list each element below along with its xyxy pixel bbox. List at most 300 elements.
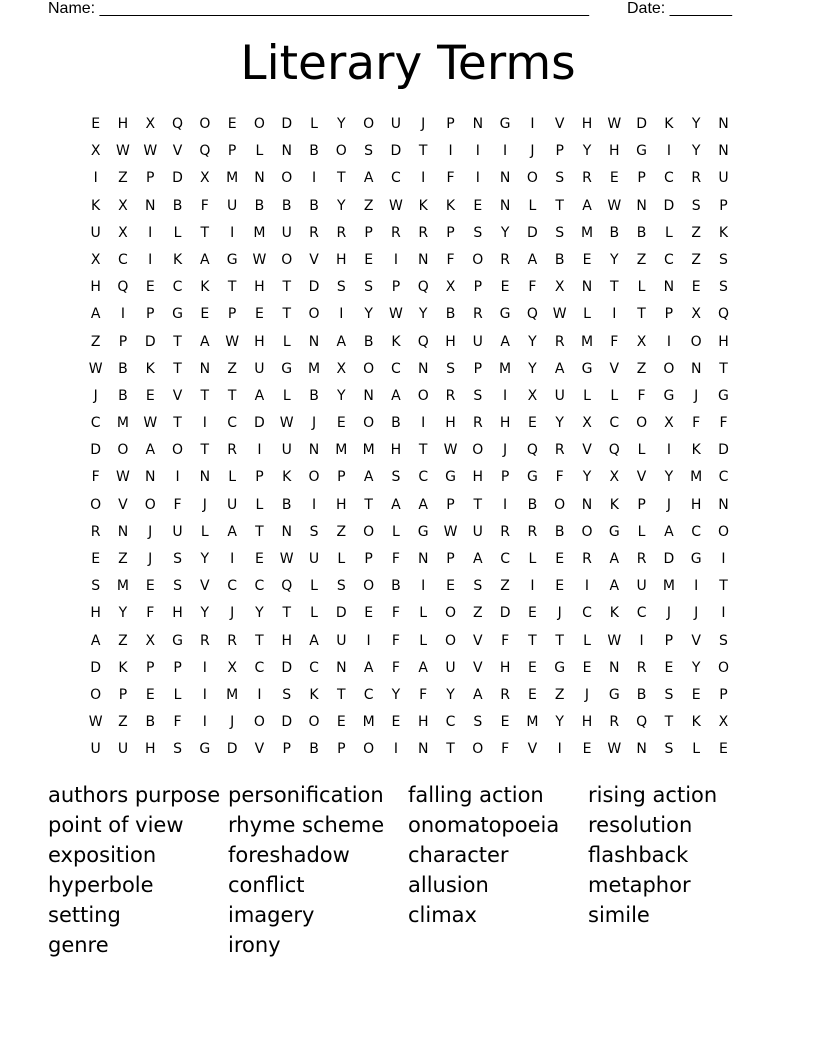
grid-letter: W xyxy=(279,415,294,432)
grid-letter: O xyxy=(363,116,375,132)
word-bank-item: foreshadow xyxy=(228,843,350,867)
grid-letter: P xyxy=(227,306,237,323)
grid-letter: I xyxy=(393,741,398,758)
grid-letter: O xyxy=(472,741,484,758)
grid-letter: J xyxy=(148,551,153,567)
grid-letter: N xyxy=(417,741,429,758)
grid-letter: Q xyxy=(172,116,184,132)
grid-letter: N xyxy=(499,170,511,187)
grid-letter: R xyxy=(472,306,483,323)
grid-letter: K xyxy=(418,197,428,214)
grid-letter: D xyxy=(390,143,402,160)
grid-letter: S xyxy=(719,279,728,296)
grid-letter: Y xyxy=(391,686,401,703)
grid-letter: W xyxy=(116,143,130,160)
grid-letter: V xyxy=(636,469,647,486)
grid-letter: O xyxy=(363,523,375,540)
grid-letter: P xyxy=(364,224,373,241)
grid-letter: X xyxy=(336,360,347,377)
grid-letter: H xyxy=(90,605,101,622)
grid-letter: T xyxy=(664,714,674,731)
grid-letter: C xyxy=(363,686,374,703)
grid-letter: Z xyxy=(636,251,647,268)
grid-letter: S xyxy=(555,170,565,187)
grid-letter: A xyxy=(391,496,401,513)
grid-letter: A xyxy=(363,469,374,486)
grid-letter: U xyxy=(472,523,483,540)
grid-letter: Q xyxy=(117,279,129,296)
grid-letter: L xyxy=(528,551,537,567)
grid-letter: C xyxy=(582,605,592,622)
grid-letter: I xyxy=(311,170,317,187)
grid-letter: L xyxy=(255,143,264,160)
grid-letter: W xyxy=(388,306,403,323)
grid-letter: E xyxy=(255,306,264,323)
grid-letter: U xyxy=(117,741,129,758)
grid-letter: I xyxy=(503,496,508,513)
grid-letter: C xyxy=(391,360,401,377)
grid-letter: G xyxy=(581,360,593,377)
grid-letter: R xyxy=(500,251,510,268)
grid-letter: U xyxy=(254,360,265,377)
grid-letter: S xyxy=(173,551,182,567)
grid-letter: H xyxy=(690,496,702,513)
grid-letter: Q xyxy=(608,442,620,459)
grid-letter: T xyxy=(446,741,455,758)
grid-letter: O xyxy=(472,251,484,268)
grid-letter: N xyxy=(718,496,729,513)
grid-letter: E xyxy=(719,741,728,758)
grid-letter: I xyxy=(666,143,671,160)
grid-letter: O xyxy=(717,659,729,676)
grid-letter: S xyxy=(91,578,101,595)
grid-letter: P xyxy=(719,197,728,214)
grid-letter: Y xyxy=(364,306,373,323)
grid-letter: A xyxy=(363,170,374,187)
grid-letter: N xyxy=(663,279,675,296)
grid-letter: T xyxy=(255,523,264,540)
grid-letter: M xyxy=(580,224,594,241)
grid-letter: R xyxy=(636,659,647,676)
grid-letter: P xyxy=(227,143,237,160)
grid-letter: N xyxy=(363,387,374,404)
grid-letter: W xyxy=(88,360,103,377)
grid-letter: O xyxy=(690,333,702,350)
grid-letter: C xyxy=(254,659,265,676)
grid-letter: K xyxy=(391,333,401,350)
grid-letter: T xyxy=(418,143,428,160)
grid-letter: Y xyxy=(200,551,210,567)
grid-letter: S xyxy=(391,469,401,486)
grid-letter: H xyxy=(90,279,101,296)
grid-letter: C xyxy=(172,279,183,296)
grid-letter: R xyxy=(500,523,510,540)
grid-letter: F xyxy=(446,170,455,187)
grid-letter: Y xyxy=(691,659,701,676)
grid-letter: P xyxy=(446,496,455,513)
grid-letter: C xyxy=(254,578,265,595)
grid-letter: Y xyxy=(418,306,428,323)
grid-letter: H xyxy=(417,714,429,731)
grid-letter: B xyxy=(281,197,292,214)
grid-letter: C xyxy=(118,251,128,268)
grid-letter: L xyxy=(337,551,346,567)
grid-letter: E xyxy=(145,686,155,703)
grid-letter: R xyxy=(527,523,538,540)
grid-letter: Y xyxy=(528,333,537,350)
grid-letter: G xyxy=(526,469,538,486)
grid-letter: I xyxy=(120,306,126,323)
grid-letter: W xyxy=(225,333,240,350)
grid-letter: X xyxy=(718,714,729,731)
grid-letter: C xyxy=(663,170,674,187)
grid-letter: R xyxy=(554,333,565,350)
grid-letter: P xyxy=(364,551,373,567)
grid-letter: L xyxy=(392,523,400,540)
grid-letter: L xyxy=(310,116,318,132)
grid-letter: B xyxy=(391,415,401,432)
grid-letter: L xyxy=(583,387,591,404)
grid-letter: N xyxy=(499,197,511,214)
grid-letter: V xyxy=(582,442,592,459)
grid-letter: Z xyxy=(691,224,701,241)
grid-letter: I xyxy=(230,224,235,241)
grid-letter: C xyxy=(227,578,238,595)
grid-letter: Q xyxy=(526,442,538,459)
grid-letter: F xyxy=(637,387,646,404)
word-bank-item: flashback xyxy=(588,843,689,867)
grid-letter: E xyxy=(364,251,374,268)
grid-letter: F xyxy=(419,686,428,703)
grid-letter: C xyxy=(609,415,620,432)
grid-letter: Y xyxy=(555,415,564,432)
grid-letter: A xyxy=(582,197,592,214)
grid-letter: D xyxy=(281,116,293,132)
grid-letter: P xyxy=(446,116,455,132)
grid-letter: G xyxy=(663,387,675,404)
grid-letter: L xyxy=(310,605,318,622)
grid-letter: N xyxy=(636,197,647,214)
grid-letter: E xyxy=(145,578,155,595)
grid-letter: T xyxy=(282,279,291,296)
grid-letter: R xyxy=(582,170,592,187)
grid-letter: B xyxy=(309,143,319,160)
grid-letter: F xyxy=(555,469,564,486)
grid-letter: N xyxy=(254,170,265,187)
grid-letter: Z xyxy=(118,551,128,567)
grid-letter: E xyxy=(391,714,401,731)
grid-letter: C xyxy=(309,659,319,676)
grid-letter: X xyxy=(691,306,701,323)
grid-letter: O xyxy=(554,496,566,513)
grid-letter: J xyxy=(421,116,426,132)
grid-letter: I xyxy=(721,551,726,567)
grid-letter: R xyxy=(90,523,101,540)
grid-letter: U xyxy=(472,333,483,350)
grid-letter: O xyxy=(144,496,156,513)
grid-letter: B xyxy=(554,251,565,268)
grid-letter: B xyxy=(363,333,374,350)
grid-letter: X xyxy=(90,143,101,160)
grid-letter: E xyxy=(609,170,619,187)
grid-letter: X xyxy=(118,197,128,214)
grid-letter: T xyxy=(200,387,210,404)
page-title: Literary Terms xyxy=(240,36,576,91)
grid-letter: J xyxy=(584,686,590,703)
grid-letter: G xyxy=(172,632,183,649)
grid-letter: Y xyxy=(446,686,455,703)
grid-letter: F xyxy=(200,197,209,214)
grid-letter: C xyxy=(500,551,510,567)
grid-letter: H xyxy=(472,469,484,486)
grid-letter: L xyxy=(419,605,428,622)
grid-letter: Y xyxy=(555,714,564,731)
grid-letter: M xyxy=(253,224,266,241)
grid-letter: V xyxy=(118,496,128,513)
grid-letter: Q xyxy=(417,333,429,350)
grid-letter: C xyxy=(90,415,101,432)
grid-letter: I xyxy=(202,714,207,731)
grid-letter: K xyxy=(145,360,155,377)
grid-letter: T xyxy=(282,306,291,323)
grid-letter: T xyxy=(173,415,182,432)
grid-letter: N xyxy=(145,469,156,486)
grid-letter: S xyxy=(173,578,182,595)
grid-letter: L xyxy=(610,387,619,404)
grid-letter: I xyxy=(475,143,480,160)
grid-letter: F xyxy=(528,279,537,296)
word-bank-item: imagery xyxy=(228,903,315,927)
grid-letter: T xyxy=(255,632,264,649)
grid-letter: P xyxy=(118,333,128,350)
grid-letter: J xyxy=(311,415,317,432)
grid-letter: D xyxy=(335,605,347,622)
grid-letter: J xyxy=(666,496,671,513)
grid-letter: L xyxy=(282,333,291,350)
grid-letter: I xyxy=(721,605,726,622)
grid-letter: J xyxy=(148,523,153,540)
grid-letter: N xyxy=(417,360,429,377)
grid-letter: E xyxy=(336,714,346,731)
word-bank-item: onomatopoeia xyxy=(408,813,560,837)
grid-letter: I xyxy=(393,251,398,268)
grid-letter: I xyxy=(366,632,371,649)
grid-letter: P xyxy=(473,360,483,377)
grid-letter: P xyxy=(282,741,291,758)
grid-letter: G xyxy=(172,306,183,323)
word-bank-item: allusion xyxy=(408,873,489,897)
grid-letter: E xyxy=(582,741,592,758)
grid-letter: O xyxy=(363,415,375,432)
grid-letter: E xyxy=(500,279,510,296)
grid-letter: V xyxy=(473,632,483,649)
grid-letter: M xyxy=(116,415,129,432)
grid-letter: J xyxy=(694,605,699,622)
grid-letter: E xyxy=(227,116,237,132)
grid-letter: R xyxy=(609,714,620,731)
grid-letter: A xyxy=(473,686,483,703)
grid-letter: P xyxy=(146,659,155,676)
grid-letter: I xyxy=(448,143,453,160)
grid-letter: U xyxy=(227,496,238,513)
grid-letter: A xyxy=(90,306,101,323)
grid-letter: P xyxy=(446,224,455,241)
grid-letter: F xyxy=(173,714,182,731)
grid-letter: L xyxy=(637,523,646,540)
grid-letter: O xyxy=(417,387,429,404)
grid-letter: C xyxy=(691,523,702,540)
grid-letter: P xyxy=(255,469,264,486)
date-field: Date: _______ xyxy=(627,0,732,17)
grid-letter: I xyxy=(612,306,617,323)
grid-letter: M xyxy=(580,333,594,350)
word-bank-item: point of view xyxy=(48,813,184,837)
grid-letter: H xyxy=(281,632,292,649)
grid-letter: D xyxy=(718,442,729,459)
grid-letter: N xyxy=(609,659,620,676)
grid-letter: Y xyxy=(582,143,592,160)
grid-letter: F xyxy=(692,415,701,432)
grid-letter: B xyxy=(636,686,647,703)
grid-letter: A xyxy=(227,523,237,540)
grid-letter: L xyxy=(228,469,237,486)
grid-letter: M xyxy=(526,714,539,731)
grid-letter: L xyxy=(583,306,591,323)
grid-letter: T xyxy=(555,632,564,649)
word-bank-item: rising action xyxy=(588,783,718,807)
grid-letter: U xyxy=(718,170,729,187)
grid-letter: G xyxy=(499,116,511,132)
grid-letter: O xyxy=(444,605,457,622)
grid-letter: H xyxy=(718,333,729,350)
grid-letter: D xyxy=(254,415,265,432)
grid-letter: K xyxy=(609,605,619,622)
grid-letter: I xyxy=(503,387,508,404)
grid-letter: V xyxy=(172,387,183,404)
grid-letter: F xyxy=(173,496,182,513)
grid-letter: L xyxy=(583,632,591,649)
grid-letter: E xyxy=(527,605,537,622)
grid-letter: L xyxy=(173,224,182,241)
grid-letter: A xyxy=(609,551,620,567)
word-bank-item: irony xyxy=(228,933,281,957)
grid-letter: H xyxy=(172,605,183,622)
grid-letter: E xyxy=(664,659,674,676)
grid-letter: O xyxy=(717,523,729,540)
grid-letter: B xyxy=(309,387,319,404)
grid-letter: F xyxy=(391,659,400,676)
grid-letter: L xyxy=(200,523,209,540)
grid-letter: U xyxy=(281,442,292,459)
grid-letter: N xyxy=(199,469,211,486)
grid-letter: F xyxy=(446,251,455,268)
grid-letter: D xyxy=(308,279,320,296)
grid-letter: I xyxy=(257,686,262,703)
grid-letter: G xyxy=(636,143,648,160)
grid-letter: Q xyxy=(717,306,729,323)
grid-letter: N xyxy=(472,116,484,132)
grid-letter: W xyxy=(552,306,567,323)
grid-letter: B xyxy=(309,197,319,214)
grid-letter: V xyxy=(172,143,183,160)
grid-letter: D xyxy=(663,551,675,567)
grid-letter: T xyxy=(473,496,483,513)
grid-letter: D xyxy=(636,116,647,132)
grid-letter: V xyxy=(609,360,620,377)
grid-letter: K xyxy=(691,442,701,459)
grid-letter: U xyxy=(554,387,565,404)
grid-letter: H xyxy=(499,659,511,676)
grid-letter: Z xyxy=(118,632,128,649)
grid-letter: J xyxy=(202,496,207,513)
grid-letter: A xyxy=(418,496,428,513)
grid-letter: T xyxy=(200,442,210,459)
grid-letter: S xyxy=(664,741,674,758)
grid-letter: A xyxy=(254,387,265,404)
grid-letter: U xyxy=(227,197,238,214)
grid-letter: N xyxy=(117,523,129,540)
grid-letter: F xyxy=(391,551,400,567)
word-bank xyxy=(48,780,768,960)
grid-letter: Q xyxy=(199,143,211,160)
grid-letter: K xyxy=(118,659,128,676)
grid-letter: B xyxy=(309,741,319,758)
grid-letter: E xyxy=(200,306,210,323)
grid-letter: E xyxy=(582,659,592,676)
grid-letter: L xyxy=(173,686,182,703)
grid-letter: J xyxy=(530,143,535,160)
grid-letter: M xyxy=(226,686,239,703)
grid-letter: C xyxy=(663,251,674,268)
grid-letter: Q xyxy=(281,578,293,595)
grid-letter: L xyxy=(255,496,264,513)
grid-letter: V xyxy=(691,632,701,649)
grid-letter: N xyxy=(281,523,292,540)
grid-letter: N xyxy=(417,551,429,567)
grid-letter: O xyxy=(172,442,184,459)
grid-letter: V xyxy=(527,741,538,758)
grid-letter: H xyxy=(581,714,593,731)
grid-letter: X xyxy=(445,279,456,296)
grid-letter: S xyxy=(446,360,455,377)
name-field: Name: _______________________________________________________ xyxy=(48,0,589,17)
grid-letter: U xyxy=(390,116,402,132)
grid-letter: D xyxy=(663,197,675,214)
grid-letter: B xyxy=(172,197,183,214)
word-bank-item: climax xyxy=(408,903,477,927)
grid-letter: X xyxy=(200,170,210,187)
grid-letter: C xyxy=(718,469,729,486)
grid-letter: O xyxy=(472,442,484,459)
grid-letter: O xyxy=(663,360,675,377)
grid-letter: S xyxy=(364,279,374,296)
word-bank-item: rhyme scheme xyxy=(228,813,385,837)
grid-letter: A xyxy=(309,632,319,649)
grid-letter: Y xyxy=(610,251,619,268)
grid-letter: M xyxy=(499,360,512,377)
grid-letter: S xyxy=(336,279,346,296)
grid-letter: X xyxy=(664,415,674,432)
grid-letter: O xyxy=(636,415,648,432)
grid-letter: T xyxy=(173,360,182,377)
grid-letter: I xyxy=(421,170,426,187)
grid-letter: S xyxy=(555,224,565,241)
grid-letter: P xyxy=(500,469,510,486)
grid-letter: M xyxy=(662,578,675,595)
grid-letter: D xyxy=(281,659,293,676)
grid-letter: I xyxy=(202,659,207,676)
grid-letter: Y xyxy=(337,387,346,404)
